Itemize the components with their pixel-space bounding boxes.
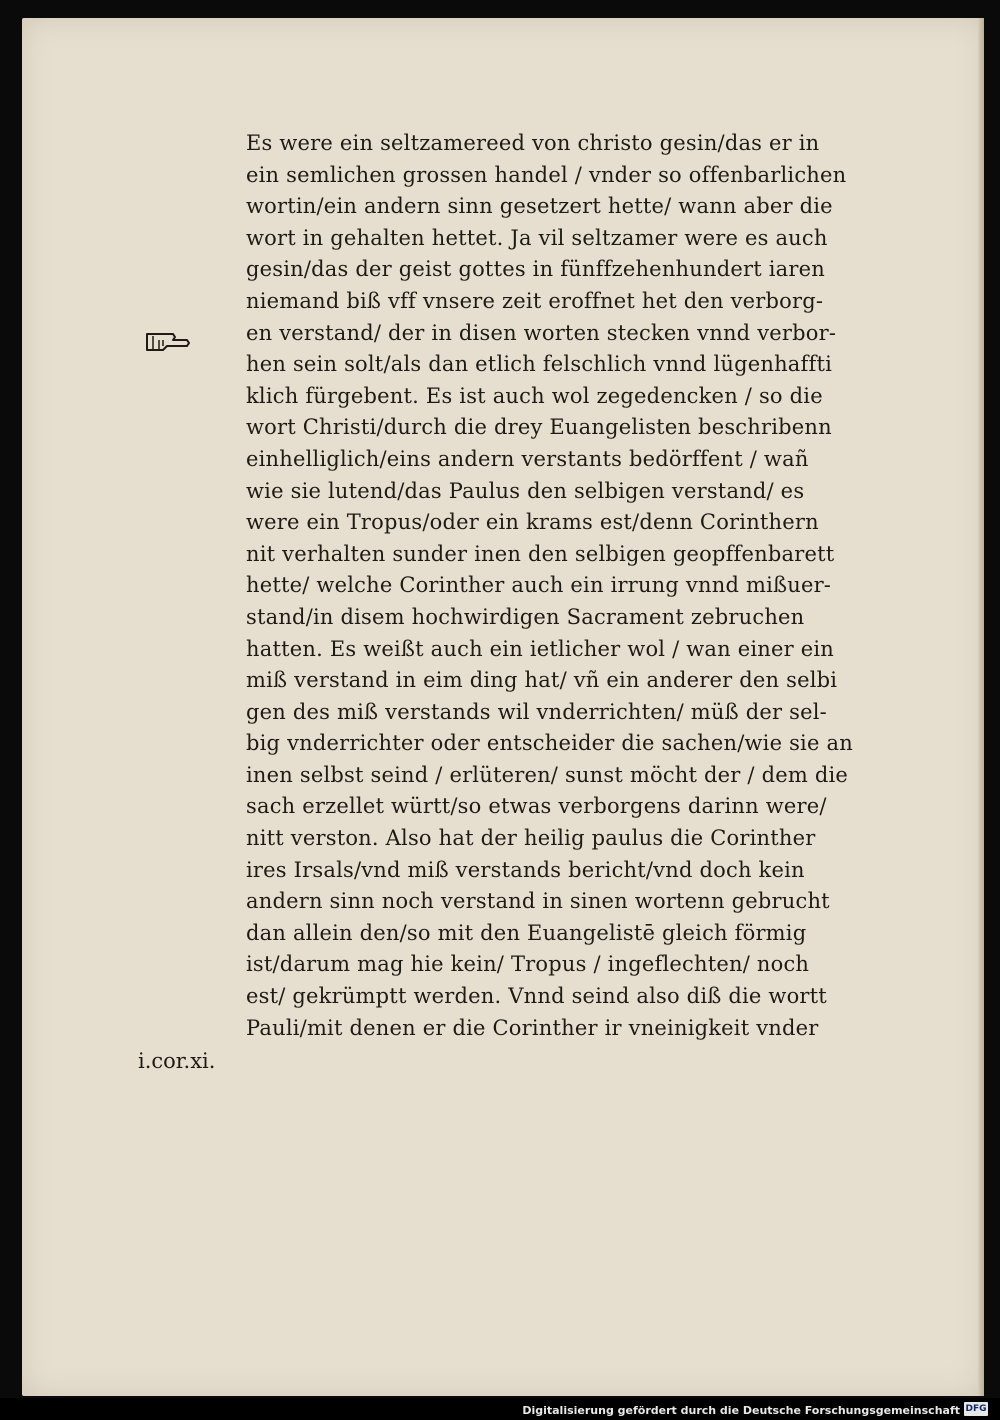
text-line: miß verstand in eim ding hat/ vñ ein anderer den selbi <box>246 668 838 693</box>
text-line: wort Christi/durch die drey Euangelisten beschribenn <box>246 415 832 440</box>
text-line: est/ gekrümptt werden. Vnnd seind also diß die wortt <box>246 984 827 1009</box>
text-line: inen selbst seind / erlüteren/ sunst möcht der / dem die <box>246 762 849 787</box>
text-line: einhelliglich/eins andern verstants bedörffent / wañ <box>246 446 809 471</box>
funding-credit: Digitalisierung gefördert durch die Deutsche Forschungsgemeinschaft <box>522 1404 960 1417</box>
scanned-page <box>22 18 984 1396</box>
text-line: ein semlichen grossen handel / vnder so offenbarlichen <box>246 162 847 187</box>
text-line: big vnderrichter oder entscheider die sachen/wie sie an <box>246 731 853 756</box>
text-line: ist/darum mag hie kein/ Tropus / ingeflechten/ noch <box>246 952 810 977</box>
text-line: ires Irsals/vnd miß verstands bericht/vnd doch kein <box>246 857 805 882</box>
page-edge <box>978 18 984 1396</box>
text-line: wort in gehalten hettet. Ja vil seltzamer were es auch <box>246 225 828 250</box>
text-line: stand/in disem hochwirdigen Sacrament zebruchen <box>246 604 805 629</box>
text-line: andern sinn noch verstand in sinen wortenn gebrucht <box>246 889 830 914</box>
text-line: sach erzellet württ/so etwas verborgens darinn were/ <box>246 794 827 819</box>
text-line: hen sein solt/als dan etlich felschlich vnnd lügenhaffti <box>246 352 833 377</box>
text-line: nitt verston. Also hat der heilig paulus die Corinther <box>246 826 816 851</box>
text-line: hatten. Es weißt auch ein ietlicher wol / wan einer ein <box>246 636 834 661</box>
dfg-logo: DFG <box>965 1404 987 1414</box>
margin-reference: i.cor.xi. <box>138 1049 216 1073</box>
body-text <box>246 128 936 1044</box>
text-line: gesin/das der geist gottes in fünffzehenhundert iaren <box>246 257 825 282</box>
text-line: dan allein den/so mit den Euangelistē gleich förmig <box>246 920 807 945</box>
text-line: niemand biß vff vnsere zeit eroffnet het den verborg- <box>246 288 824 313</box>
text-line: gen des miß verstands wil vnderrichten/ müß der sel- <box>246 699 827 724</box>
text-line: Pauli/mit denen er die Corinther ir vneinigkeit vnder <box>246 1015 819 1040</box>
text-line: hette/ welche Corinther auch ein irrung vnnd mißuer- <box>246 573 832 598</box>
text-line: nit verhalten sunder inen den selbigen geopffenbarett <box>246 541 835 566</box>
text-line: Es were ein seltzamereed von christo gesin/das er in <box>246 131 820 155</box>
text-line: en verstand/ der in disen worten stecken vnnd verbor- <box>246 320 837 345</box>
text-line: wortin/ein andern sinn gesetzert hette/ wann aber die <box>246 194 833 219</box>
footer-bar <box>0 1398 1000 1420</box>
manicule-icon <box>143 324 193 356</box>
text-line: wie sie lutend/das Paulus den selbigen verstand/ es <box>246 478 805 503</box>
text-line: were ein Tropus/oder ein krams est/denn Corinthern <box>246 510 819 535</box>
text-line: klich fürgebent. Es ist auch wol zegedencken / so die <box>246 383 823 408</box>
